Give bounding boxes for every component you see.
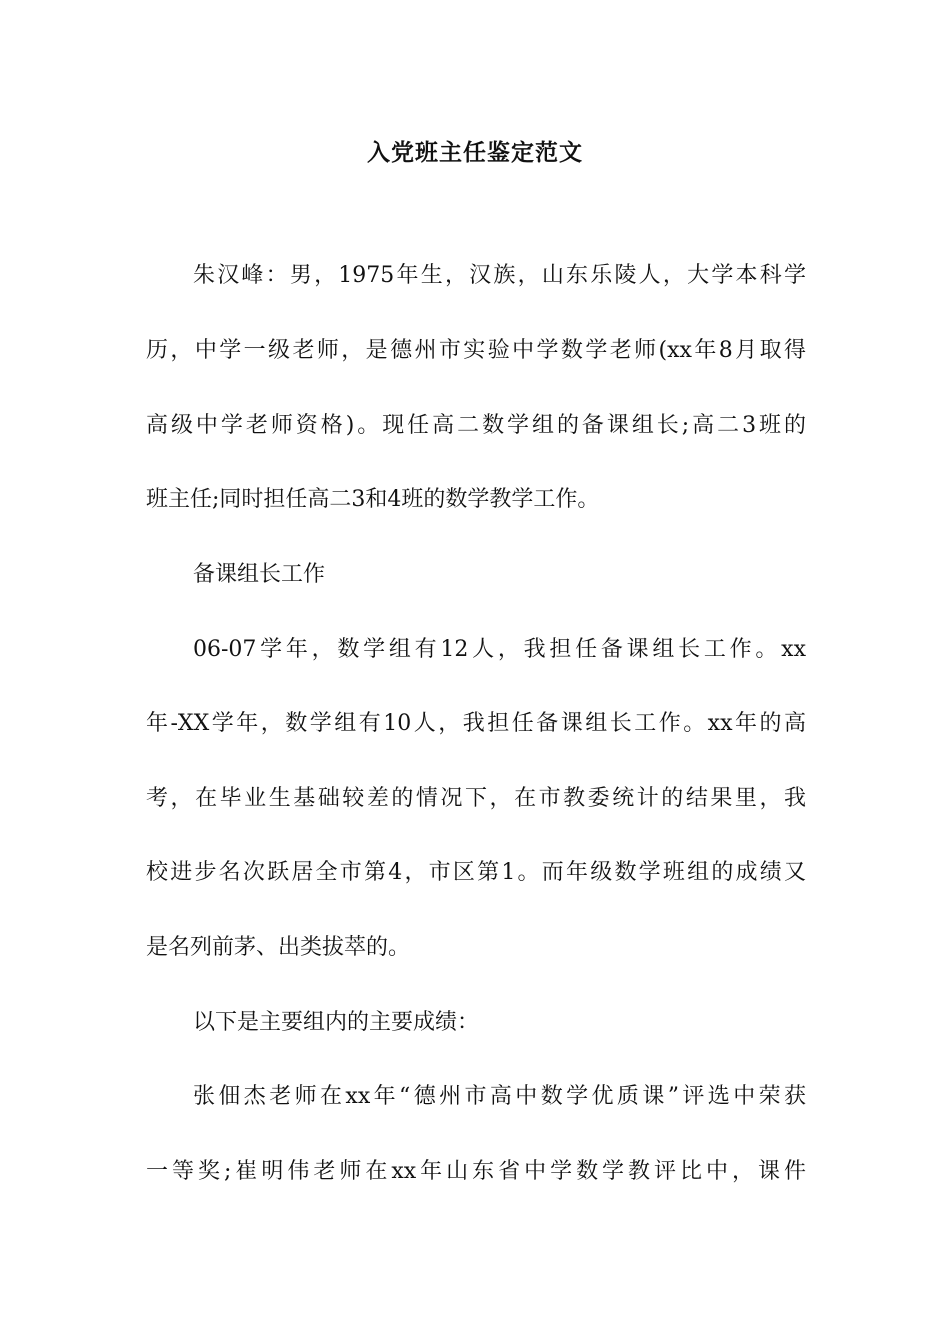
paragraph-line: 一等奖;崔明伟老师在xx年山东省中学数学教评比中，课件 <box>146 1159 806 1184</box>
section-heading: 备课组长工作 <box>193 562 326 587</box>
paragraph-line: 班主任;同时担任高二3和4班的数学教学工作。 <box>146 487 600 512</box>
paragraph-line: 年-XX学年，数学组有10人，我担任备课组长工作。xx年的高 <box>146 711 806 736</box>
document-title: 入党班主任鉴定范文 <box>367 139 583 166</box>
paragraph-line: 是名列前茅、出类拔萃的。 <box>146 935 411 960</box>
paragraph-line: 朱汉峰：男，1975年生，汉族，山东乐陵人，大学本科学 <box>193 263 806 288</box>
paragraph-line: 考，在毕业生基础较差的情况下，在市教委统计的结果里，我 <box>146 786 806 811</box>
paragraph-line: 以下是主要组内的主要成绩： <box>193 1010 480 1035</box>
paragraph-line: 高级中学老师资格)。现任高二数学组的备课组长;高二3班的 <box>146 413 806 438</box>
paragraph-line: 06-07学年，数学组有12人，我担任备课组长工作。xx <box>193 637 806 662</box>
paragraph-line: 张佃杰老师在xx年“德州市高中数学优质课”评选中荣获 <box>193 1084 806 1109</box>
paragraph-line: 历，中学一级老师，是德州市实验中学数学老师(xx年8月取得 <box>146 338 806 363</box>
paragraph-line: 校进步名次跃居全市第4，市区第1。而年级数学班组的成绩又 <box>146 860 806 885</box>
